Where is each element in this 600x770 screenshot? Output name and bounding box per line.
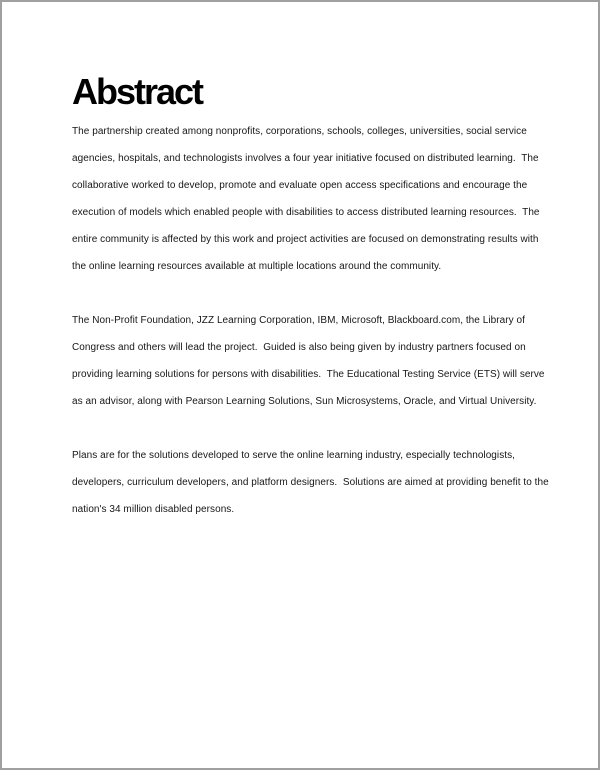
text-line: nation's 34 million disabled persons.: [72, 504, 235, 515]
abstract-heading: Abstract: [72, 71, 203, 112]
abstract-paragraph-3: [72, 442, 552, 523]
text-line: collaborative worked to develop, promote and evaluate open access specifications and encourage the: [72, 180, 528, 191]
abstract-paragraph-1: [72, 118, 552, 280]
text-line: entire community is affected by this work and project activities are focused on demonstrating results with: [72, 234, 539, 245]
document-content: [72, 71, 552, 550]
text-line: execution of models which enabled people with disabilities to access distributed learning resources. The: [72, 207, 540, 218]
text-line: The partnership created among nonprofits, corporations, schools, colleges, universities, social service: [72, 126, 527, 137]
text-line: providing learning solutions for persons with disabilities. The Educational Testing Service (ETS) will serve: [72, 369, 545, 380]
text-line: The Non-Profit Foundation, JZZ Learning Corporation, IBM, Microsoft, Blackboard.com, the Library of: [72, 315, 525, 326]
abstract-paragraph-2: [72, 307, 552, 415]
text-line: as an advisor, along with Pearson Learning Solutions, Sun Microsystems, Oracle, and Virtual University.: [72, 396, 537, 407]
text-line: Plans are for the solutions developed to serve the online learning industry, especially technologists,: [72, 450, 515, 461]
text-line: the online learning resources available at multiple locations around the community.: [72, 261, 442, 272]
text-line: Congress and others will lead the project. Guided is also being given by industry partners focused on: [72, 342, 526, 353]
text-line: agencies, hospitals, and technologists involves a four year initiative focused on distributed learning. The: [72, 153, 539, 164]
text-line: developers, curriculum developers, and platform designers. Solutions are aimed at providing benefit to the: [72, 477, 549, 488]
